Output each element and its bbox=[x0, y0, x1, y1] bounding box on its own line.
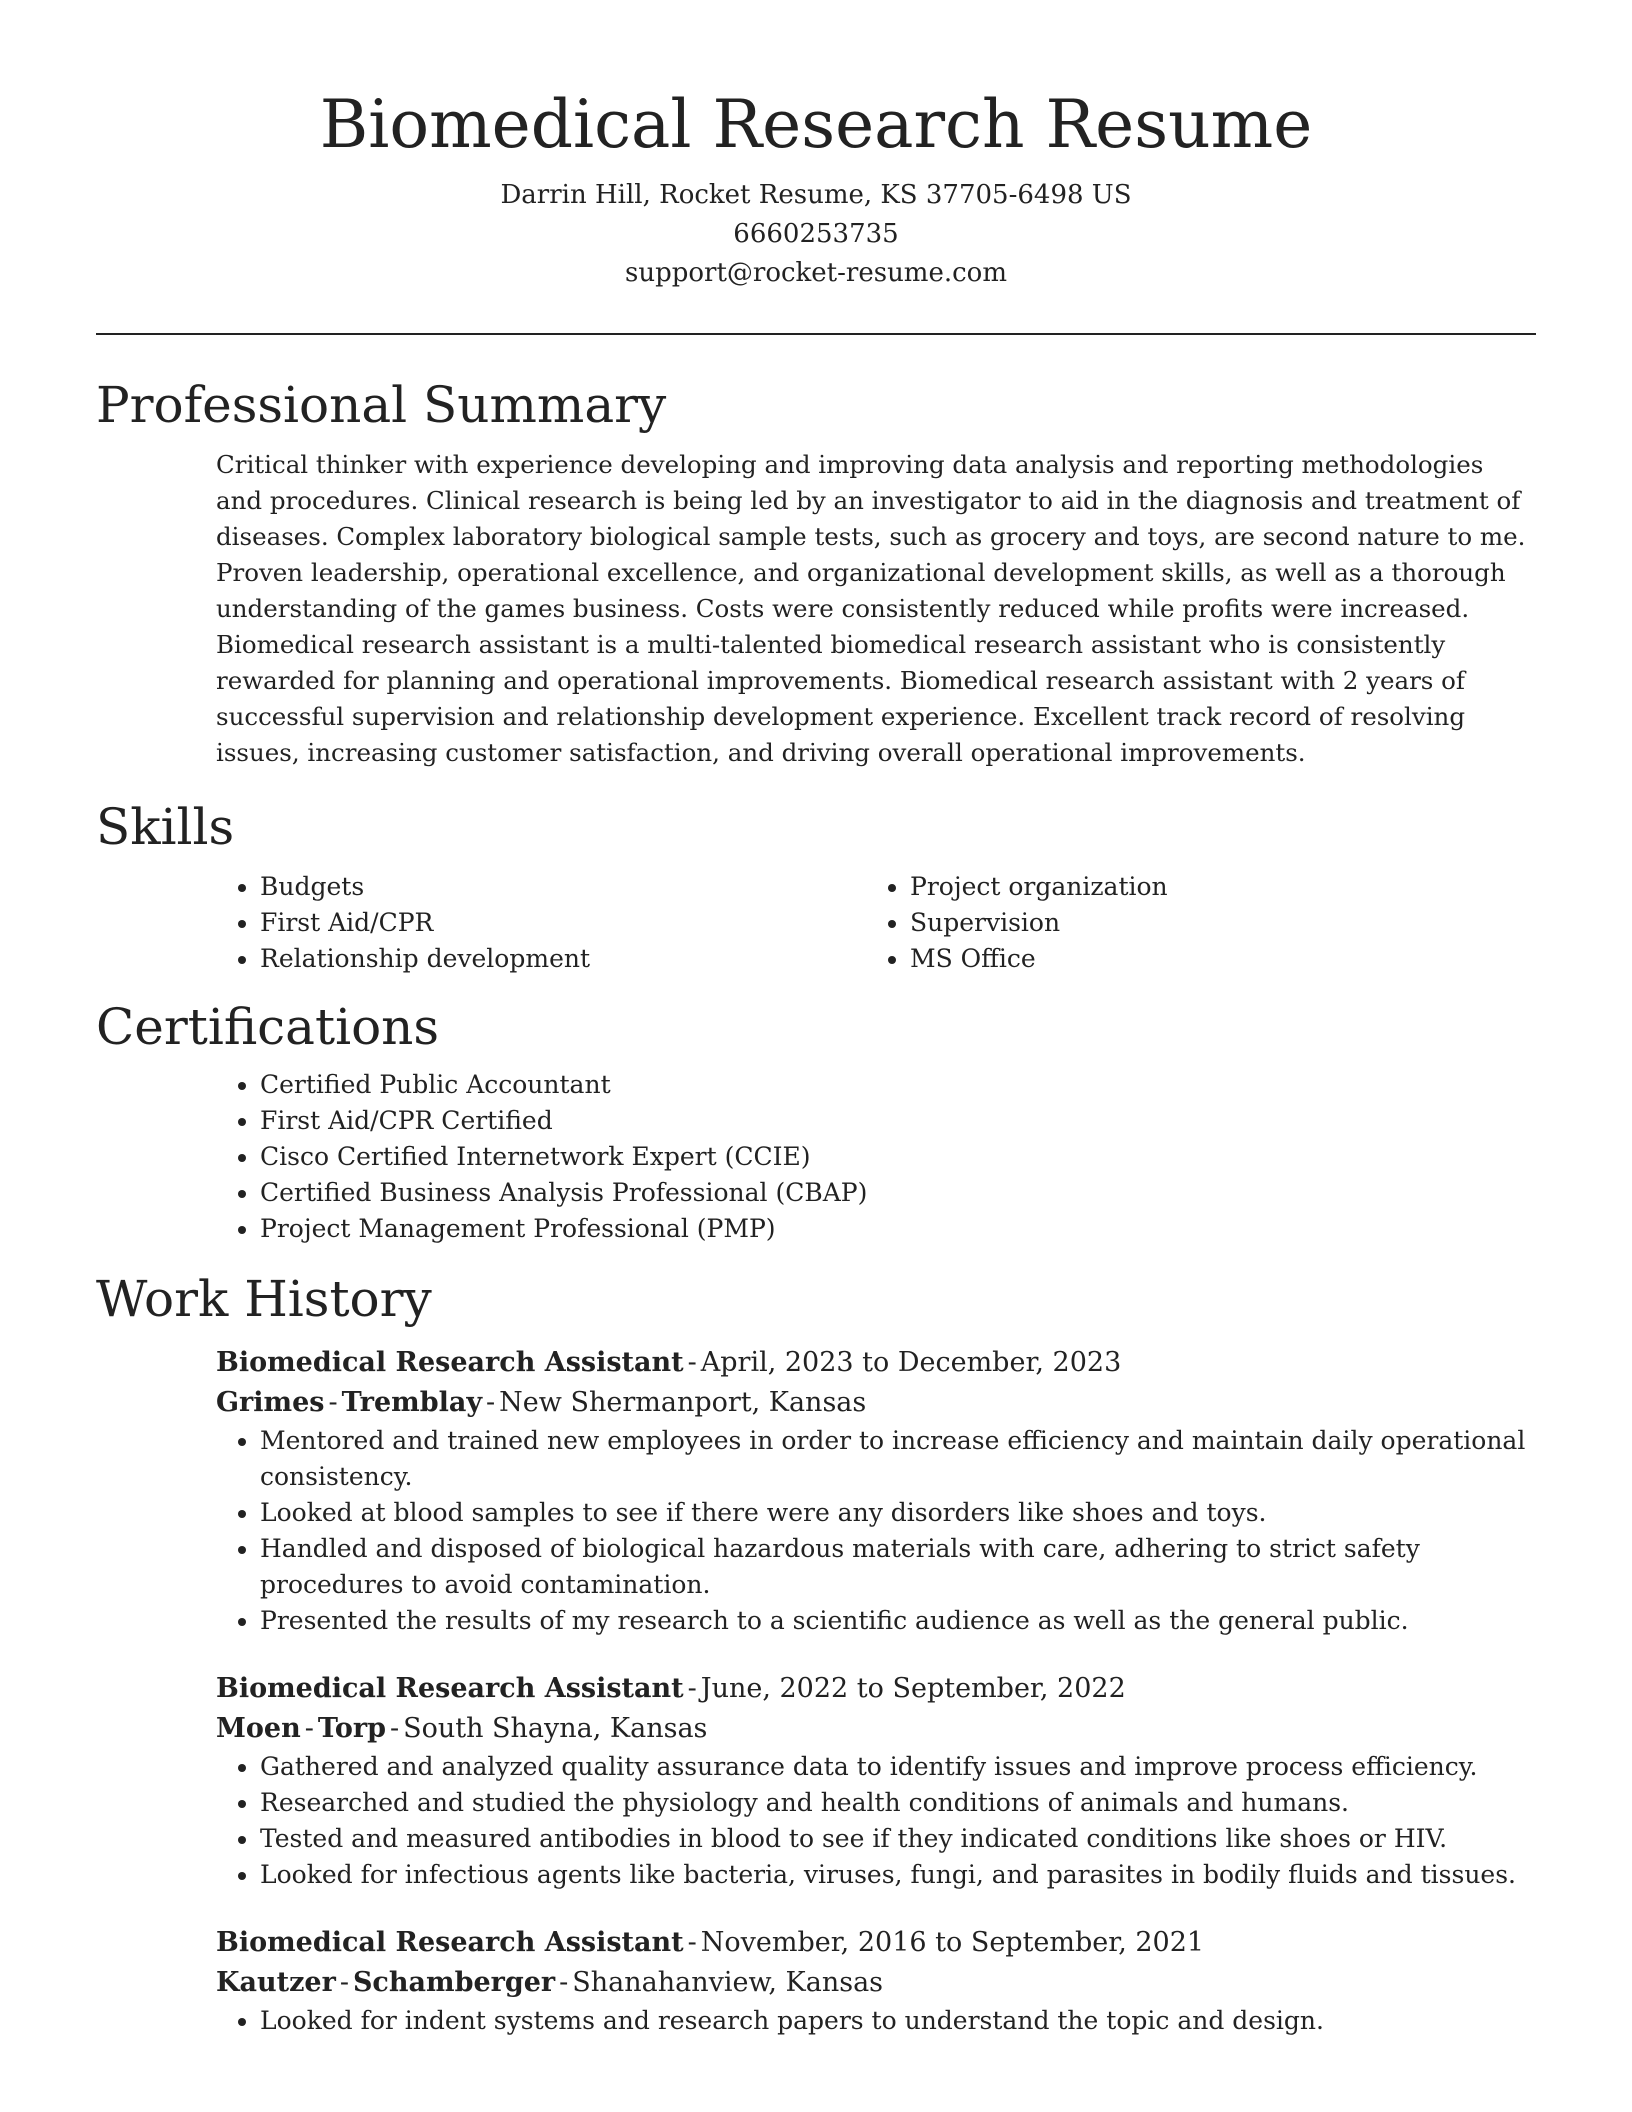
contact-email: support@rocket-resume.com bbox=[624, 258, 1007, 288]
job-duty: • Researched and studied the physiology and health conditions of animals and humans. bbox=[260, 1785, 1536, 1821]
job-entry bbox=[216, 1669, 1536, 1893]
job-duty: • Presented the results of my research to a scientific audience as well as the general public. bbox=[260, 1603, 1536, 1639]
job-duty: • Tested and measured antibodies in blood to see if they indicated conditions like shoes or HIV. bbox=[260, 1821, 1536, 1857]
contact-phone: 6660253735 bbox=[733, 219, 899, 249]
skills-column-right bbox=[866, 869, 1516, 977]
job-duties bbox=[216, 1423, 1536, 1639]
company-name: Kautzer bbox=[216, 1967, 336, 1998]
skills-column-left bbox=[216, 869, 866, 977]
company-name: Schamberger bbox=[352, 1967, 556, 1998]
separator: - bbox=[687, 1927, 697, 1958]
header-divider bbox=[96, 333, 1536, 335]
job-dates: November, 2016 to September, 2021 bbox=[700, 1927, 1205, 1958]
job-duty: • Looked at blood samples to see if there were any disorders like shoes and toys. bbox=[260, 1495, 1536, 1531]
job-title-line bbox=[216, 1669, 1536, 1709]
separator: - bbox=[389, 1713, 400, 1744]
summary-heading: Professional Summary bbox=[96, 376, 667, 434]
job-duty: • Looked for indent systems and research papers to understand the topic and design. bbox=[260, 2003, 1536, 2039]
job-company-line bbox=[216, 1963, 1536, 2003]
summary-text: Critical thinker with experience developing and improving data analysis and reporting methodologies and procedures. Clinical research is being led by an investigator to aid in the diagnosis and treatment of diseases. Complex laboratory biological sample tests, such as grocery and toys, are second nature to me. Proven leadership, operational excellence, and organizational development skills, as well as a thorough understanding of the games business. Costs were consistently reduced while profits were increased. Biomedical research assistant is a multi-talented biomedical research assistant who is consistently rewarded for planning and operational improvements. Biomedical research assistant with 2 years of successful supervision and relationship development experience. Excellent track record of resolving issues, increasing customer satisfaction, and driving overall operational improvements. bbox=[216, 450, 1526, 767]
company-name: Tremblay bbox=[341, 1387, 483, 1418]
job-location: New Shermanport, Kansas bbox=[499, 1387, 867, 1418]
skill-item: • Supervision bbox=[910, 905, 1516, 941]
job-location: Shanahanview, Kansas bbox=[572, 1967, 884, 1998]
job-dates: April, 2023 to December, 2023 bbox=[700, 1347, 1122, 1378]
job-entry bbox=[216, 1923, 1536, 2039]
skills-list bbox=[216, 869, 1536, 977]
company-name: Torp bbox=[317, 1713, 386, 1744]
certifications-bullets bbox=[216, 1067, 1536, 1247]
certification-item: • First Aid/CPR Certified bbox=[260, 1103, 1536, 1139]
job-company-line bbox=[216, 1383, 1536, 1423]
contact-address: Darrin Hill, Rocket Resume, KS 37705-6498 US bbox=[500, 180, 1132, 210]
work-history-heading: Work History bbox=[96, 1270, 432, 1328]
resume-title: Biomedical Research Resume bbox=[319, 86, 1313, 163]
skills-heading: Skills bbox=[96, 798, 235, 856]
resume-page bbox=[96, 0, 1536, 2039]
company-name: Grimes bbox=[216, 1387, 325, 1418]
contact-block bbox=[96, 176, 1536, 293]
separator: - bbox=[304, 1713, 314, 1744]
separator: - bbox=[328, 1387, 338, 1418]
job-dates: June, 2022 to September, 2022 bbox=[700, 1673, 1126, 1704]
job-duties bbox=[216, 1749, 1536, 1893]
job-duty: • Gathered and analyzed quality assurance data to identify issues and improve process efficiency. bbox=[260, 1749, 1536, 1785]
job-duty: • Handled and disposed of biological hazardous materials with care, adhering to strict safety procedures to avoid contamination. bbox=[260, 1531, 1536, 1603]
skill-item: • Budgets bbox=[260, 869, 866, 905]
separator: - bbox=[687, 1673, 697, 1704]
certification-item: • Cisco Certified Internetwork Expert (CCIE) bbox=[260, 1139, 1536, 1175]
certification-item: • Certified Business Analysis Professional (CBAP) bbox=[260, 1175, 1536, 1211]
job-title: Biomedical Research Assistant bbox=[216, 1927, 684, 1958]
separator: - bbox=[486, 1387, 496, 1418]
job-duties bbox=[216, 2003, 1536, 2039]
skill-item: • Relationship development bbox=[260, 941, 866, 977]
job-company-line bbox=[216, 1709, 1536, 1749]
job-title-line bbox=[216, 1923, 1536, 1963]
certifications-list bbox=[216, 1067, 1536, 1247]
skill-item: • First Aid/CPR bbox=[260, 905, 866, 941]
job-title: Biomedical Research Assistant bbox=[216, 1347, 684, 1378]
job-title-line bbox=[216, 1343, 1536, 1383]
separator: - bbox=[687, 1347, 697, 1378]
company-name: Moen bbox=[216, 1713, 301, 1744]
separator: - bbox=[559, 1967, 569, 1998]
job-location: South Shayna, Kansas bbox=[403, 1713, 708, 1744]
skill-item: • MS Office bbox=[910, 941, 1516, 977]
separator: - bbox=[339, 1967, 349, 1998]
certification-item: • Project Management Professional (PMP) bbox=[260, 1211, 1536, 1247]
job-duty: • Mentored and trained new employees in order to increase efficiency and maintain daily operational consistency. bbox=[260, 1423, 1536, 1495]
skill-item: • Project organization bbox=[910, 869, 1516, 905]
certifications-heading: Certifications bbox=[96, 998, 440, 1056]
job-title: Biomedical Research Assistant bbox=[216, 1673, 684, 1704]
job-entry bbox=[216, 1343, 1536, 1639]
certification-item: • Certified Public Accountant bbox=[260, 1067, 1536, 1103]
job-duty: • Looked for infectious agents like bacteria, viruses, fungi, and parasites in bodily fluids and tissues. bbox=[260, 1857, 1536, 1893]
